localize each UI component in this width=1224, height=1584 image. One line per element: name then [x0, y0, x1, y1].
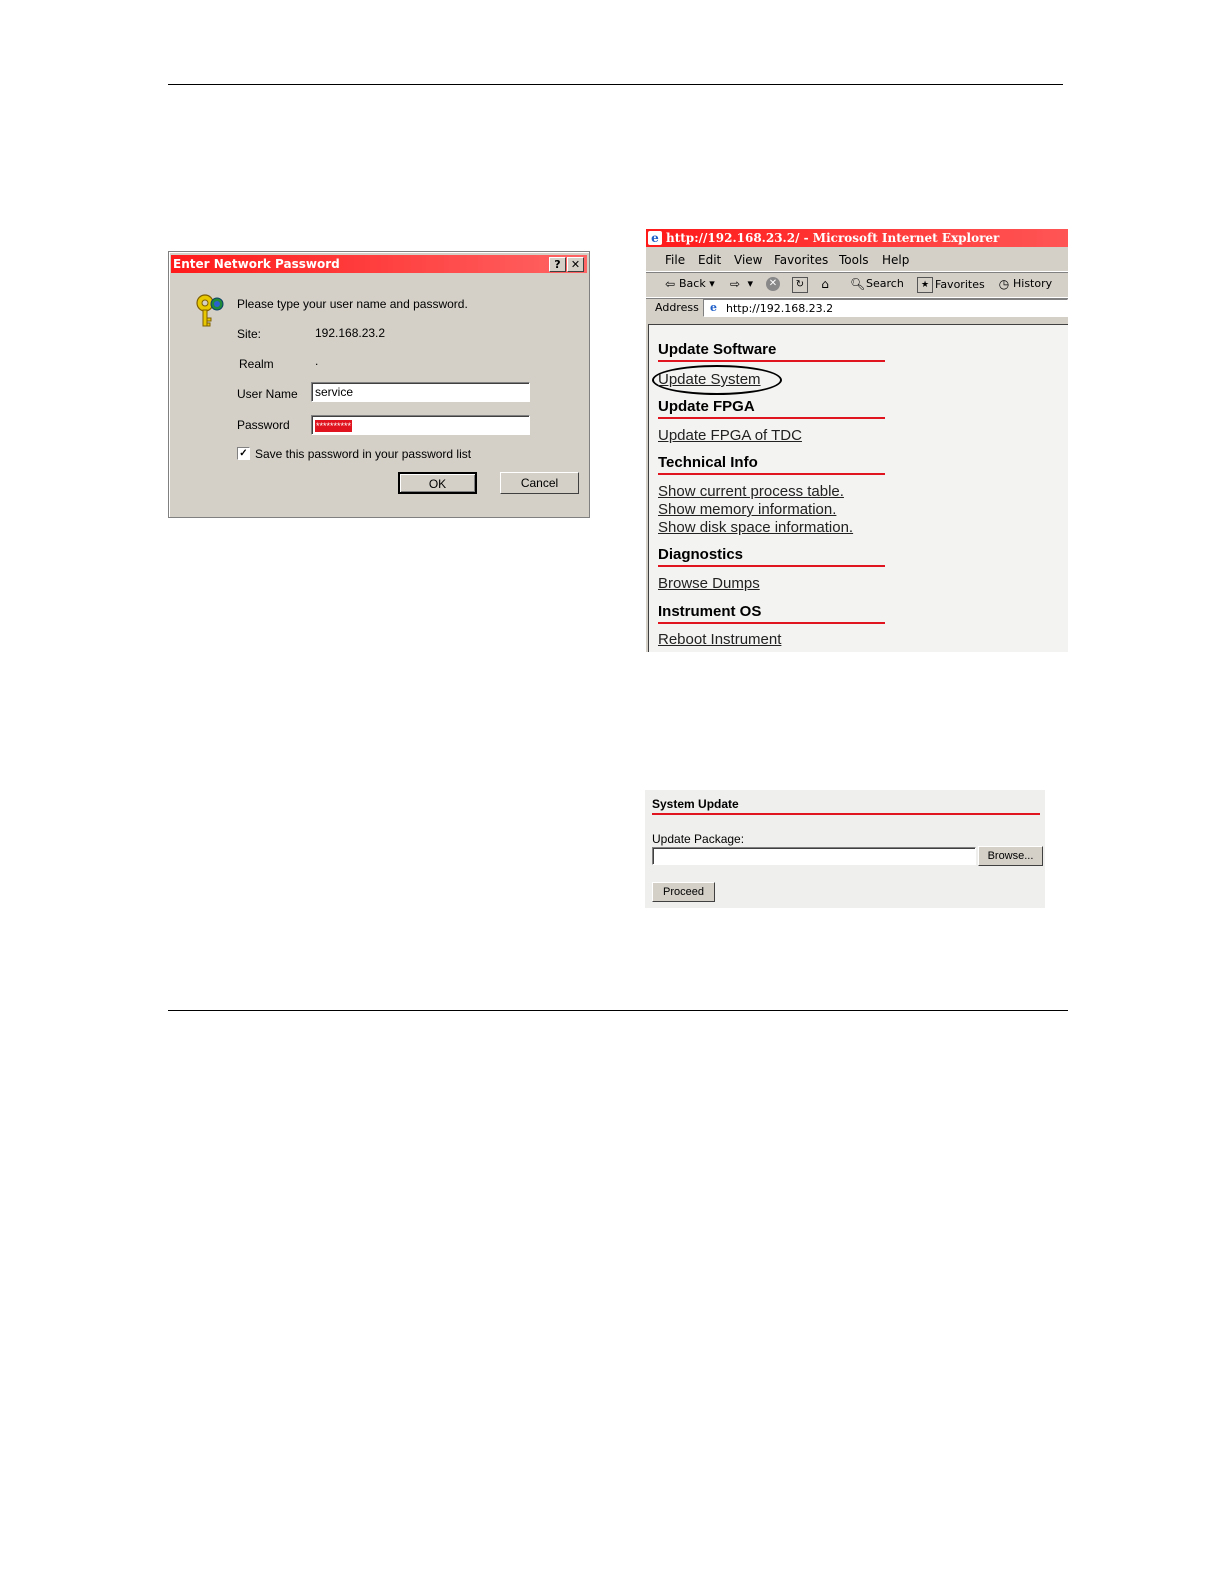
dialog-prompt: Please type your user name and password.: [237, 297, 468, 311]
dialog-title-bar: [171, 255, 587, 273]
username-input[interactable]: [311, 382, 530, 402]
username-label: User Name: [237, 387, 298, 401]
browser-window: [646, 229, 1068, 652]
browser-title-bar: [646, 229, 1068, 247]
favorites-button[interactable]: [917, 277, 985, 293]
realm-label: Realm: [239, 357, 274, 371]
favorites-icon: ★: [917, 277, 933, 293]
help-button[interactable]: ?: [549, 257, 566, 272]
menu-tools[interactable]: Tools: [839, 253, 869, 267]
search-icon: 🔍︎: [850, 277, 866, 291]
menu-file[interactable]: File: [665, 253, 686, 267]
back-button[interactable]: ⇦ Back ▾: [664, 277, 715, 291]
dialog-title: Enter Network Password: [173, 257, 340, 271]
home-button[interactable]: [818, 277, 834, 291]
save-password-label: Save this password in your password list: [255, 447, 472, 461]
address-bar: [646, 299, 1068, 319]
update-package-input[interactable]: [652, 847, 976, 865]
heading-diagnostics: Diagnostics: [658, 546, 744, 563]
ok-button[interactable]: OK: [398, 472, 477, 494]
refresh-icon: ↻: [792, 277, 808, 293]
update-package-label: Update Package:: [652, 832, 745, 846]
system-update-title: System Update: [652, 797, 739, 811]
forward-arrow-icon: ⇨: [729, 277, 741, 291]
menu-bar: [646, 249, 1068, 272]
home-icon: ⌂: [821, 277, 829, 291]
toolbar: [646, 273, 1068, 298]
heading-instrument-os: Instrument OS: [658, 603, 762, 620]
heading-underline: [658, 360, 885, 362]
stop-icon: ✕: [766, 277, 780, 291]
back-label: Back: [679, 277, 706, 290]
link-memory-information[interactable]: Show memory information.: [658, 501, 837, 518]
site-label: Site:: [237, 327, 262, 341]
link-disk-space-information[interactable]: Show disk space information.: [658, 519, 854, 536]
refresh-button[interactable]: [792, 277, 810, 293]
heading-update-software: Update Software: [658, 341, 777, 358]
back-arrow-icon: ⇦: [664, 277, 676, 291]
keys-icon: [193, 292, 229, 330]
history-label: History: [1013, 277, 1053, 290]
network-password-dialog: [168, 251, 590, 518]
browser-title: http://192.168.23.2/ - Microsoft Internet Explorer: [666, 231, 1000, 245]
save-password-checkbox[interactable]: ✓: [237, 447, 250, 460]
password-label: Password: [237, 418, 290, 432]
stop-button[interactable]: [766, 277, 782, 291]
address-input[interactable]: [703, 299, 1068, 317]
link-process-table[interactable]: Show current process table.: [658, 483, 844, 500]
heading-underline: [658, 565, 885, 567]
forward-button[interactable]: ⇨ ▾: [729, 277, 754, 291]
heading-underline: [658, 417, 885, 419]
realm-value: .: [315, 354, 319, 368]
heading-underline: [658, 473, 885, 475]
service-page: [648, 324, 1068, 652]
bottom-rule: [168, 1010, 1068, 1011]
ie-icon: e: [648, 231, 662, 245]
menu-favorites[interactable]: Favorites: [774, 253, 829, 267]
search-label: Search: [866, 277, 904, 290]
link-reboot-instrument[interactable]: Reboot Instrument: [658, 631, 782, 648]
site-value: 192.168.23.2: [315, 326, 386, 340]
system-update-underline: [652, 813, 1040, 815]
menu-help[interactable]: Help: [882, 253, 910, 267]
top-rule: [168, 84, 1063, 85]
search-button[interactable]: [850, 277, 904, 291]
history-icon: ◷: [998, 277, 1010, 291]
browse-button[interactable]: Browse...: [978, 846, 1043, 866]
close-button[interactable]: ✕: [567, 257, 584, 272]
menu-view[interactable]: View: [734, 253, 763, 267]
link-update-fpga-of-tdc[interactable]: Update FPGA of TDC: [658, 427, 802, 444]
heading-technical-info: Technical Info: [658, 454, 758, 471]
favorites-label: Favorites: [935, 278, 985, 291]
system-update-panel: [645, 790, 1045, 908]
password-input[interactable]: [311, 415, 530, 435]
link-update-system[interactable]: Update System: [658, 371, 761, 388]
cancel-button[interactable]: Cancel: [500, 472, 579, 494]
link-browse-dumps[interactable]: Browse Dumps: [658, 575, 760, 592]
history-button[interactable]: [997, 277, 1052, 291]
heading-underline: [658, 622, 885, 624]
menu-edit[interactable]: Edit: [698, 253, 722, 267]
proceed-button[interactable]: Proceed: [652, 882, 715, 902]
username-value: service: [315, 385, 354, 399]
address-label: Address: [655, 301, 699, 314]
password-value: **********: [316, 421, 352, 431]
address-value: http://192.168.23.2: [726, 302, 834, 315]
page-icon: e: [710, 301, 717, 314]
heading-update-fpga: Update FPGA: [658, 398, 755, 415]
